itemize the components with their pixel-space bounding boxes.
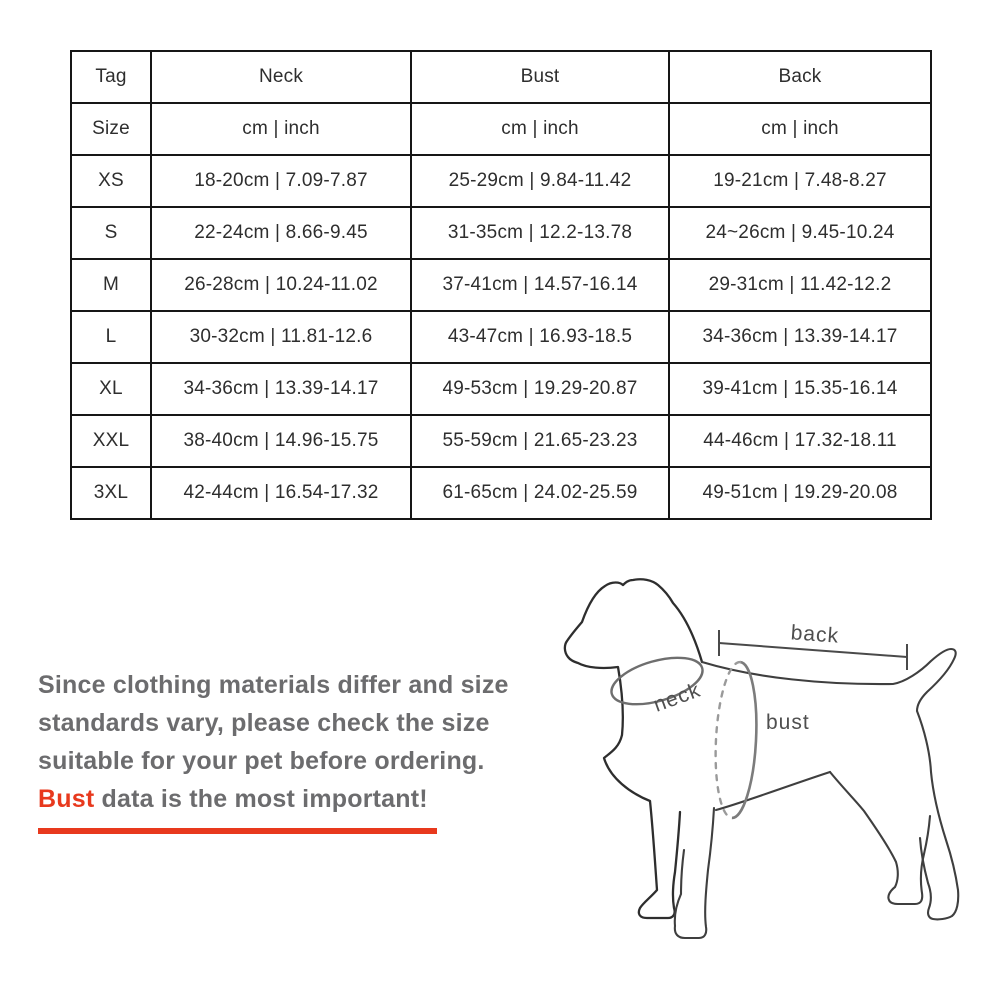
back-cell: 34-36cm | 13.39-14.17 <box>669 311 931 363</box>
neck-cell: 30-32cm | 11.81-12.6 <box>151 311 411 363</box>
bust-cell: 31-35cm | 12.2-13.78 <box>411 207 669 259</box>
neck-cell: 18-20cm | 7.09-7.87 <box>151 155 411 207</box>
bust-cell: 43-47cm | 16.93-18.5 <box>411 311 669 363</box>
neck-label: neck <box>650 678 704 717</box>
back-cell: 49-51cm | 19.29-20.08 <box>669 467 931 519</box>
neck-cell: 22-24cm | 8.66-9.45 <box>151 207 411 259</box>
note-line-rest: data is the most important! <box>94 785 428 813</box>
neck-cell: 26-28cm | 10.24-11.02 <box>151 259 411 311</box>
dog-belly-line <box>716 772 830 810</box>
corner-header-cell: Tag <box>71 51 151 103</box>
note-line: standards vary, please check the size <box>38 709 490 737</box>
bust-highlight-text: Bust <box>38 785 95 813</box>
size-label-cell: Size <box>71 103 151 155</box>
red-underline <box>38 828 437 834</box>
table-row <box>71 311 931 363</box>
tag-cell: M <box>71 259 151 311</box>
table-row <box>71 363 931 415</box>
neck-cell: 42-44cm | 16.54-17.32 <box>151 467 411 519</box>
table-row <box>71 207 931 259</box>
note-line: suitable for your pet before ordering. <box>38 747 485 775</box>
note-line-highlighted <box>38 780 509 818</box>
column-header-back: Back <box>669 51 931 103</box>
bust-ellipse-back-dashed <box>712 661 740 818</box>
table-header-row <box>71 51 931 103</box>
column-header-neck: Neck <box>151 51 411 103</box>
table-unit-row <box>71 103 931 155</box>
neck-cell: 38-40cm | 14.96-15.75 <box>151 415 411 467</box>
bust-cell: 49-53cm | 19.29-20.87 <box>411 363 669 415</box>
column-header-bust: Bust <box>411 51 669 103</box>
table-row <box>71 415 931 467</box>
back-cell: 29-31cm | 11.42-12.2 <box>669 259 931 311</box>
back-cell: 44-46cm | 17.32-18.11 <box>669 415 931 467</box>
back-cell: 39-41cm | 15.35-16.14 <box>669 363 931 415</box>
tag-cell: XS <box>71 155 151 207</box>
dog-body-outline <box>702 649 958 919</box>
unit-cell: cm | inch <box>669 103 931 155</box>
unit-cell: cm | inch <box>151 103 411 155</box>
tag-cell: S <box>71 207 151 259</box>
tag-cell: L <box>71 311 151 363</box>
table-row <box>71 259 931 311</box>
back-cell: 19-21cm | 7.48-8.27 <box>669 155 931 207</box>
table-row <box>71 155 931 207</box>
unit-cell: cm | inch <box>411 103 669 155</box>
table-row <box>71 467 931 519</box>
bust-ellipse-front <box>732 662 760 819</box>
neck-cell: 34-36cm | 13.39-14.17 <box>151 363 411 415</box>
back-label: back <box>790 621 840 648</box>
tag-cell: XL <box>71 363 151 415</box>
bust-measure-ellipse <box>712 661 760 819</box>
size-advice-note <box>38 666 509 834</box>
note-line: Since clothing materials differ and size <box>38 671 509 699</box>
bust-cell: 61-65cm | 24.02-25.59 <box>411 467 669 519</box>
dog-measurement-diagram <box>530 560 995 990</box>
size-table <box>70 50 932 520</box>
tag-cell: XXL <box>71 415 151 467</box>
bust-cell: 37-41cm | 14.57-16.14 <box>411 259 669 311</box>
dog-far-front-leg <box>675 808 714 938</box>
back-cell: 24~26cm | 9.45-10.24 <box>669 207 931 259</box>
bust-cell: 55-59cm | 21.65-23.23 <box>411 415 669 467</box>
dog-hind-leg <box>830 772 930 904</box>
bust-label: bust <box>766 711 810 734</box>
bust-cell: 25-29cm | 9.84-11.42 <box>411 155 669 207</box>
tag-cell: 3XL <box>71 467 151 519</box>
